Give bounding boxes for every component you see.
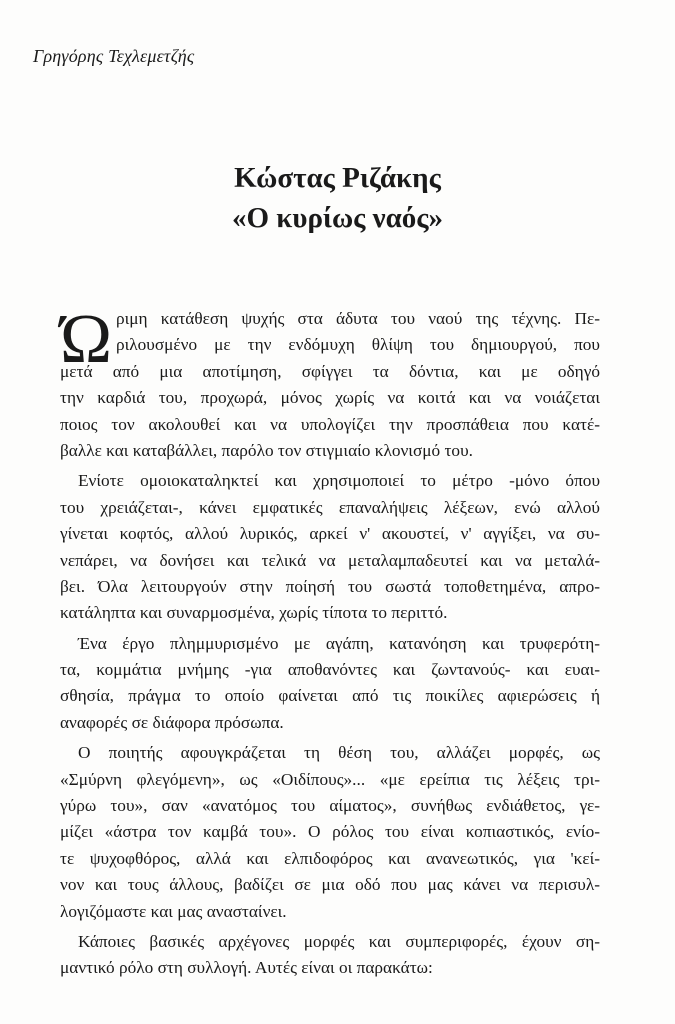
text-line: γίνεται κοφτός, αλλού λυρικός, αρκεί ν' ακουστεί, ν' αγγίξει, να συ- bbox=[60, 524, 600, 544]
text-line: ποιος τον ακολουθεί και να υπολογίζει την προσπάθεια που κατέ- bbox=[60, 414, 600, 434]
text-line: του χρειάζεται-, κάνει εμφατικές επαναλήψεις λέξεων, ενώ αλλού bbox=[60, 497, 600, 517]
text-line: τα, κομμάτια μνήμης -για αποθανόντες και ζωντανούς- και ευαι- bbox=[60, 660, 600, 680]
article-body bbox=[60, 301, 600, 986]
text-line: κατάληπτα και συναρμοσμένα, χωρίς τίποτα το περιττό. bbox=[60, 603, 448, 623]
title-book-name: «Ο κυρίως ναός» bbox=[231, 202, 444, 234]
text-line: τε ψυχοφθόρος, αλλά και ελπιδοφόρος και ανανεωτικός, για 'κεί- bbox=[60, 848, 600, 868]
article-title bbox=[0, 158, 675, 238]
text-line: ριμη κατάθεση ψυχής στα άδυτα του ναού της τέχνης. Πε- bbox=[116, 309, 600, 328]
text-line: μίζει «άστρα τον καμβά του». Ο ρόλος του είναι κοπιαστικός, ενίο- bbox=[60, 822, 600, 842]
text-line: βαλλε και καταβάλλει, παρόλο τον στιγμιαίο κλονισμό του. bbox=[60, 440, 473, 460]
text-line: μετά από μια αποτίμηση, σφίγγει τα δόντια, και με οδηγό bbox=[60, 361, 600, 381]
text-line: νεπάρει, να δονήσει και τελικά να μεταλαμπαδευτεί και να μεταλά- bbox=[60, 550, 600, 570]
text-line: Ενίοτε ομοιοκαταληκτεί και χρησιμοποιεί το μέτρο -μόνο όπου bbox=[78, 471, 600, 491]
text-line: «Σμύρνη φλεγόμενη», ως «Οιδίπους»... «με ερείπια τις λέξεις τρι- bbox=[60, 769, 600, 789]
text-line: μαντικό ρόλο στη συλλογή. Αυτές είναι οι παρακάτω: bbox=[60, 958, 433, 978]
paragraph-1 bbox=[60, 301, 600, 464]
text-line: νον και τους άλλους, βαδίζει σε μια οδό που μας κάνει να περισυλ- bbox=[60, 875, 600, 895]
text-line: γύρω του», σαν «ανατόμος του αίματος», συνήθως ενδιάθετος, γε- bbox=[60, 796, 600, 816]
text-line: σθησία, πράγμα το οποίο φαίνεται από τις ποικίλες αφιερώσεις ή bbox=[60, 686, 600, 706]
text-line: λογιζόμαστε και μας ανασταίνει. bbox=[60, 901, 287, 921]
text-line: Κάποιες βασικές αρχέγονες μορφές και συμπεριφορές, έχουν ση- bbox=[78, 931, 600, 951]
paragraph-5 bbox=[60, 929, 600, 982]
text-line: Ένα έργο πλημμυρισμένο με αγάπη, κατανόηση και τρυφερότη- bbox=[78, 633, 600, 653]
paragraph-4 bbox=[60, 740, 600, 925]
text-line: αναφορές σε διάφορα πρόσωπα. bbox=[60, 712, 284, 732]
title-author-name: Κώστας Ριζάκης bbox=[234, 162, 441, 194]
paragraph-3 bbox=[60, 631, 600, 737]
text-line: την καρδιά του, προχωρά, μόνος χωρίς να κοιτά και να νοιάζεται bbox=[60, 388, 600, 408]
running-head-author: Γρηγόρης Τεχλεμετζής bbox=[33, 46, 195, 66]
drop-cap: Ώ bbox=[60, 301, 113, 378]
text-line: ριλουσμένο με την ενδόμυχη θλίψη του δημιουργού, που bbox=[116, 335, 600, 355]
text-line: Ο ποιητής αφουγκράζεται τη θέση του, αλλάζει μορφές, ως bbox=[78, 743, 600, 763]
paragraph-2 bbox=[60, 468, 600, 626]
text-line: βει. Όλα λειτουργούν στην ποίησή του σωστά τοποθετημένα, απρο- bbox=[60, 576, 600, 596]
